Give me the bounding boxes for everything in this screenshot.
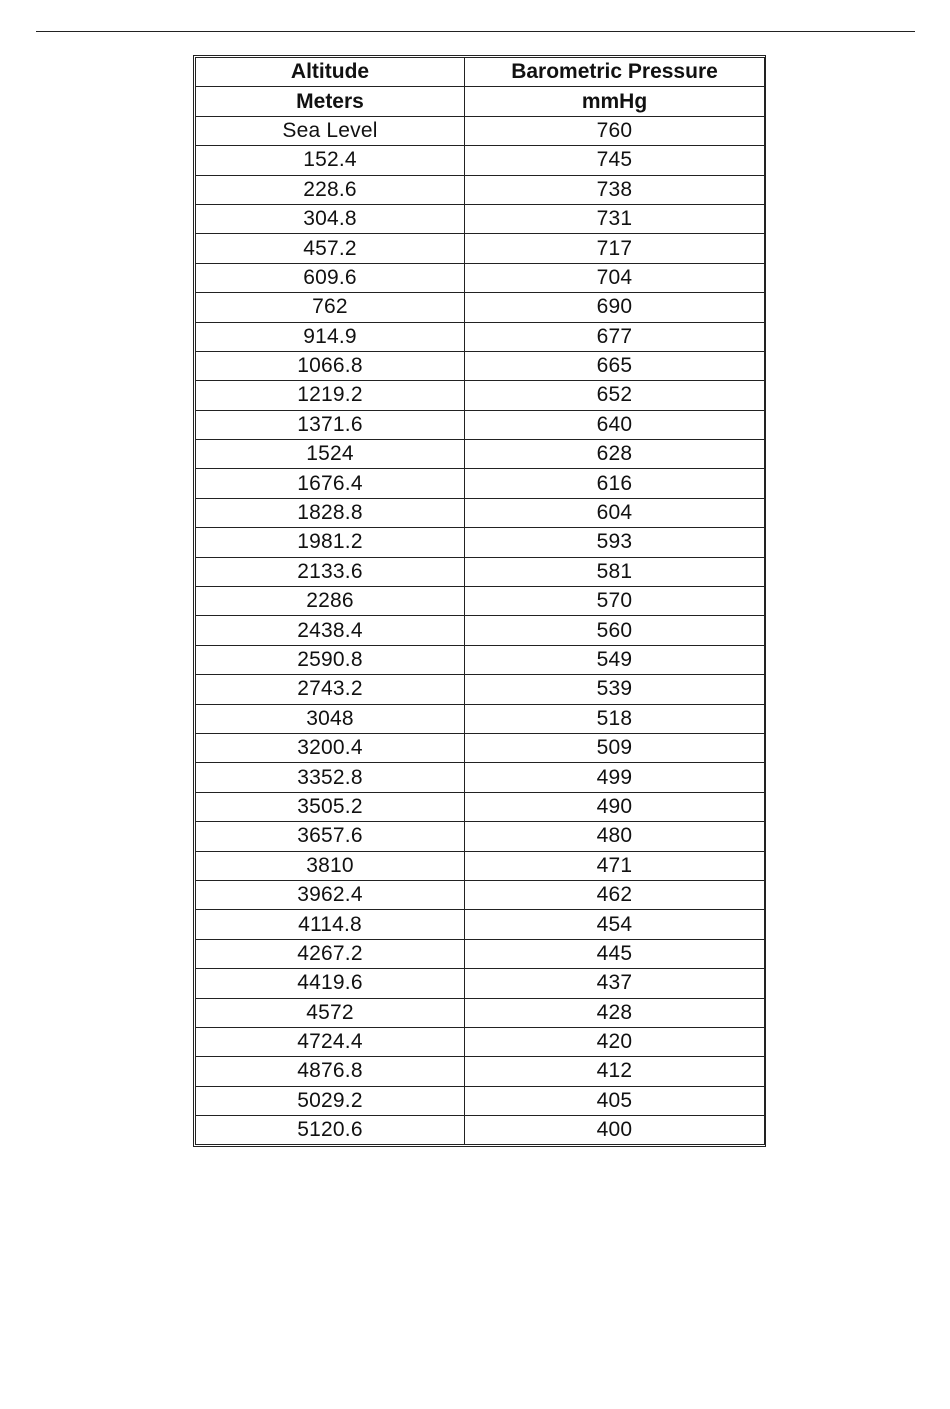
table-row [196,851,765,880]
pressure-cell: 652 [465,381,765,410]
pressure-cell: 640 [465,410,765,439]
altitude-cell: 1371.6 [196,410,465,439]
altitude-cell: 1066.8 [196,351,465,380]
altitude-cell: 2743.2 [196,675,465,704]
table-row [196,234,765,263]
altitude-cell: 762 [196,293,465,322]
pressure-cell: 581 [465,557,765,586]
table-row [196,322,765,351]
pressure-cell: 428 [465,998,765,1027]
header-altitude: Altitude [196,58,465,87]
pressure-cell: 704 [465,263,765,292]
table-row [196,175,765,204]
pressure-cell: 677 [465,322,765,351]
altitude-pressure-table [195,57,765,1145]
altitude-cell: 4114.8 [196,910,465,939]
table-row [196,733,765,762]
altitude-cell: 3962.4 [196,880,465,909]
table-row [196,557,765,586]
altitude-cell: 2133.6 [196,557,465,586]
pressure-cell: 471 [465,851,765,880]
table-row [196,440,765,469]
altitude-cell: 4419.6 [196,969,465,998]
table-row [196,1027,765,1056]
pressure-cell: 454 [465,910,765,939]
table-row [196,880,765,909]
altitude-cell: 3810 [196,851,465,880]
altitude-cell: 5029.2 [196,1086,465,1115]
pressure-cell: 717 [465,234,765,263]
table-row [196,263,765,292]
pressure-cell: 604 [465,498,765,527]
pressure-cell: 628 [465,440,765,469]
altitude-cell: 1828.8 [196,498,465,527]
pressure-cell: 745 [465,146,765,175]
pressure-cell: 400 [465,1116,765,1145]
altitude-cell: 3505.2 [196,792,465,821]
altitude-cell: 3352.8 [196,763,465,792]
table-row [196,763,765,792]
table-row [196,1057,765,1086]
pressure-cell: 549 [465,645,765,674]
header-barometric-pressure: Barometric Pressure [465,58,765,87]
pressure-cell: 690 [465,293,765,322]
altitude-cell: 3657.6 [196,822,465,851]
altitude-cell: 152.4 [196,146,465,175]
altitude-cell: 914.9 [196,322,465,351]
altitude-cell: 457.2 [196,234,465,263]
table-row [196,645,765,674]
table-row [196,498,765,527]
header-unit-meters: Meters [196,87,465,116]
altitude-cell: 2438.4 [196,616,465,645]
table-row [196,116,765,145]
table-body [196,116,765,1145]
table-row [196,910,765,939]
pressure-cell: 760 [465,116,765,145]
header-row-2 [196,87,765,116]
table-row [196,351,765,380]
table-row [196,616,765,645]
altitude-cell: 4267.2 [196,939,465,968]
altitude-cell: 1524 [196,440,465,469]
table-row [196,587,765,616]
table-row [196,1116,765,1145]
pressure-cell: 445 [465,939,765,968]
table-row [196,293,765,322]
table-row [196,204,765,233]
pressure-cell: 405 [465,1086,765,1115]
altitude-cell: 5120.6 [196,1116,465,1145]
table-row [196,469,765,498]
pressure-cell: 560 [465,616,765,645]
pressure-cell: 462 [465,880,765,909]
table-row [196,410,765,439]
table-row [196,528,765,557]
pressure-cell: 616 [465,469,765,498]
table-row [196,704,765,733]
altitude-cell: 2286 [196,587,465,616]
altitude-cell: 228.6 [196,175,465,204]
altitude-cell: 4724.4 [196,1027,465,1056]
pressure-cell: 420 [465,1027,765,1056]
pressure-cell: 412 [465,1057,765,1086]
pressure-cell: 738 [465,175,765,204]
table-row [196,939,765,968]
pressure-cell: 509 [465,733,765,762]
table-row [196,998,765,1027]
pressure-cell: 570 [465,587,765,616]
table-row [196,969,765,998]
altitude-pressure-table-frame [193,55,766,1147]
altitude-cell: 4572 [196,998,465,1027]
pressure-cell: 593 [465,528,765,557]
altitude-cell: 1219.2 [196,381,465,410]
page-top-rule [36,31,915,32]
altitude-cell: 4876.8 [196,1057,465,1086]
table-row [196,381,765,410]
pressure-cell: 518 [465,704,765,733]
altitude-cell: 609.6 [196,263,465,292]
altitude-cell: 304.8 [196,204,465,233]
header-row-1 [196,58,765,87]
header-unit-mmhg: mmHg [465,87,765,116]
table-row [196,822,765,851]
pressure-cell: 480 [465,822,765,851]
altitude-cell: 3200.4 [196,733,465,762]
pressure-cell: 731 [465,204,765,233]
pressure-cell: 665 [465,351,765,380]
table-row [196,675,765,704]
pressure-cell: 490 [465,792,765,821]
altitude-cell: Sea Level [196,116,465,145]
table-row [196,1086,765,1115]
pressure-cell: 437 [465,969,765,998]
pressure-cell: 499 [465,763,765,792]
table-row [196,146,765,175]
altitude-cell: 3048 [196,704,465,733]
altitude-cell: 1981.2 [196,528,465,557]
altitude-cell: 2590.8 [196,645,465,674]
altitude-cell: 1676.4 [196,469,465,498]
pressure-cell: 539 [465,675,765,704]
table-row [196,792,765,821]
